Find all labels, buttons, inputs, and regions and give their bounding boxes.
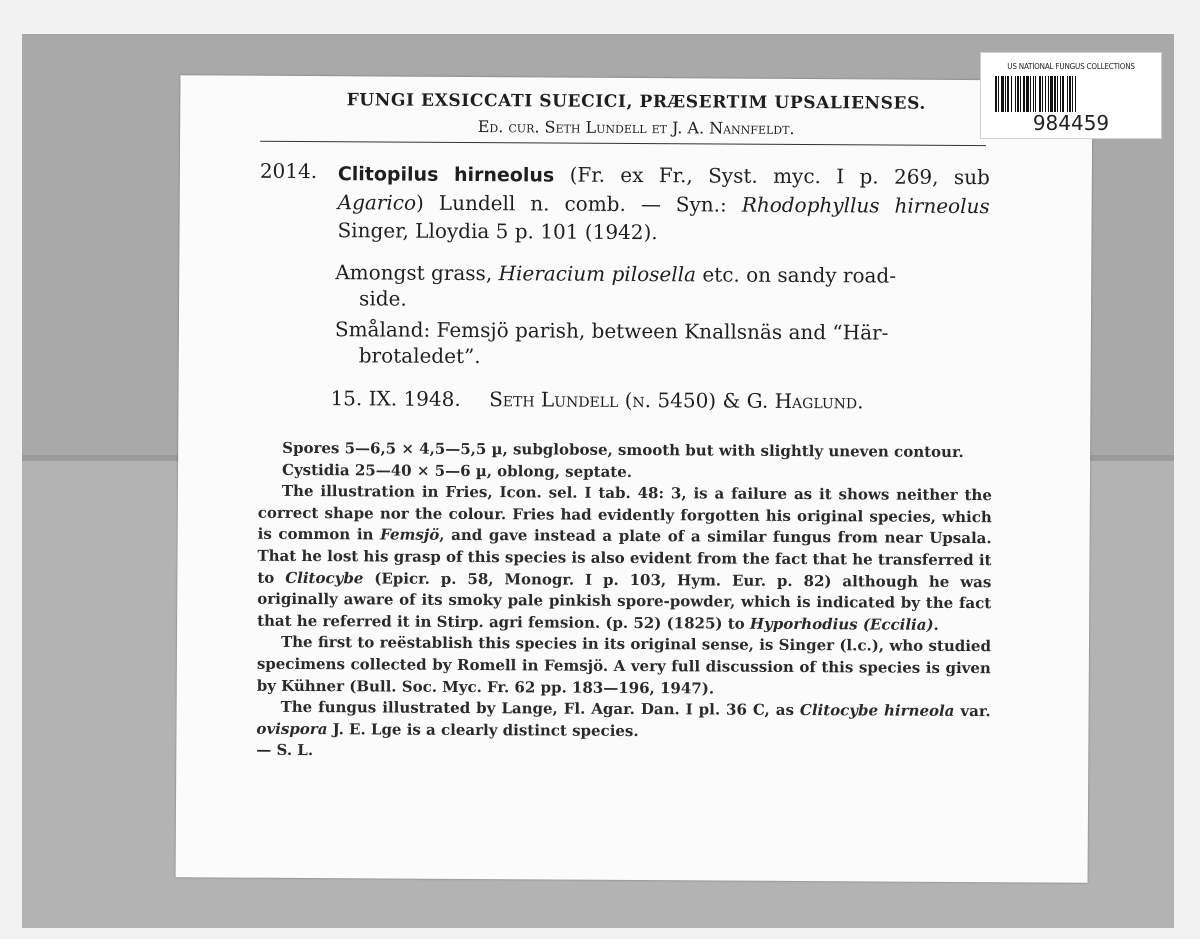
clitocybe-italic: Clitocybe [285, 568, 364, 587]
illustration-note-b: , and gave instead a plate of a similar fungus from near Upsala. That he lost his grasp of this species is also evident from the fact that he transferred it to [257, 526, 992, 587]
specimen-label [176, 75, 1093, 883]
barcode-bar [1076, 76, 1079, 112]
habitat [335, 259, 987, 315]
series-title: FUNGI EXSICCATI SUECICI, PRÆSERTIM UPSALIENSES. [346, 90, 926, 114]
specimen-number: 2014. [259, 158, 318, 184]
editors-line: Ed. cur. Seth Lundell et J. A. Nannfeldt. [477, 117, 795, 138]
lange-note [256, 697, 990, 745]
clitocybe-hirneola-italic: Clitocybe hirneola [799, 701, 955, 721]
habitat-text-2: etc. on sandy road- [695, 262, 897, 288]
citation-part-3: Singer, Lloydia 5 p. 101 (1942). [337, 218, 658, 245]
citation-part-2: ) Lundell n. comb. — Syn.: [415, 190, 742, 217]
original-genus: Agarico [337, 190, 417, 215]
header-rule [260, 141, 986, 146]
illustration-note-c: (Epicr. p. 58, Monogr. I p. 103, Hym. Eur. p. 82) although he was originally aware of its smoky pale pinkish spore-powder, which is indicated by the fact that he referred it in Stirp. agri femsion. (p. 52) (1825) to [257, 568, 992, 633]
species-name: Clitopilus hirneolus [337, 163, 555, 187]
locality-line-2: brotaledet”. [358, 343, 481, 369]
signature: — S. L. [256, 741, 314, 760]
habitat-text-3: side. [359, 286, 407, 311]
synonym-name: Rhodophyllus hirneolus [741, 192, 990, 219]
illustration-note [257, 481, 992, 637]
barcode-label [980, 52, 1162, 139]
lange-note-c: J. E. Lge is a clearly distinct species. [327, 719, 639, 740]
spores-note: Spores 5—6,5 × 4,5—5,5 µ, subglobose, smooth but with slightly uneven contour. [282, 438, 964, 462]
reestablish-note: The first to reëstablish this species in its original sense, is Singer (l.c.), who studied specimens collected by Romell in Femsjö. A very full discussion of this species is given by Kühner (Bull. Soc. Myc. Fr. 62 pp. 183—196, 1947). [256, 633, 992, 698]
ovispora-italic: ovispora [256, 719, 328, 738]
illustration-note-d: . [933, 615, 939, 634]
locality-line-1: Småland: Femsjö parish, between Knallsnäs and “Här- [334, 317, 889, 345]
host-name: Hieracium pilosella [498, 261, 697, 287]
hyporhodius-italic: Hyporhodius (Eccilia) [749, 614, 934, 634]
citation-part-1: (Fr. ex Fr., Syst. myc. I p. 269, sub [554, 162, 990, 190]
collection-date: 15. IX. 1948. [330, 386, 461, 411]
cystidia-note: Cystidia 25—40 × 5—6 µ, oblong, septate. [281, 460, 633, 481]
habitat-text-1: Amongst grass, [335, 260, 499, 286]
barcode-number: 984459 [1032, 111, 1110, 135]
collectors: Seth Lundell (n. 5450) & G. Haglund. [489, 387, 864, 414]
specimen-citation [337, 159, 990, 248]
barcode-icon [995, 76, 1147, 112]
collection-line [330, 386, 1030, 414]
locality [335, 316, 987, 372]
notes [256, 438, 992, 766]
lange-note-a: The fungus illustrated by Lange, Fl. Agar. Dan. I pl. 36 C, as [280, 697, 800, 720]
lange-note-b: var. [954, 702, 991, 721]
femsjo-italic: Femsjö [380, 525, 440, 545]
barcode-institution: US NATIONAL FUNGUS COLLECTIONS [1007, 62, 1135, 71]
illustration-note-a: The illustration in Fries, Icon. sel. I tab. 48: 3, is a failure as it shows neither the correct shape nor the colour. Fries had evidently forgotten his original species, which is common in [257, 482, 992, 544]
